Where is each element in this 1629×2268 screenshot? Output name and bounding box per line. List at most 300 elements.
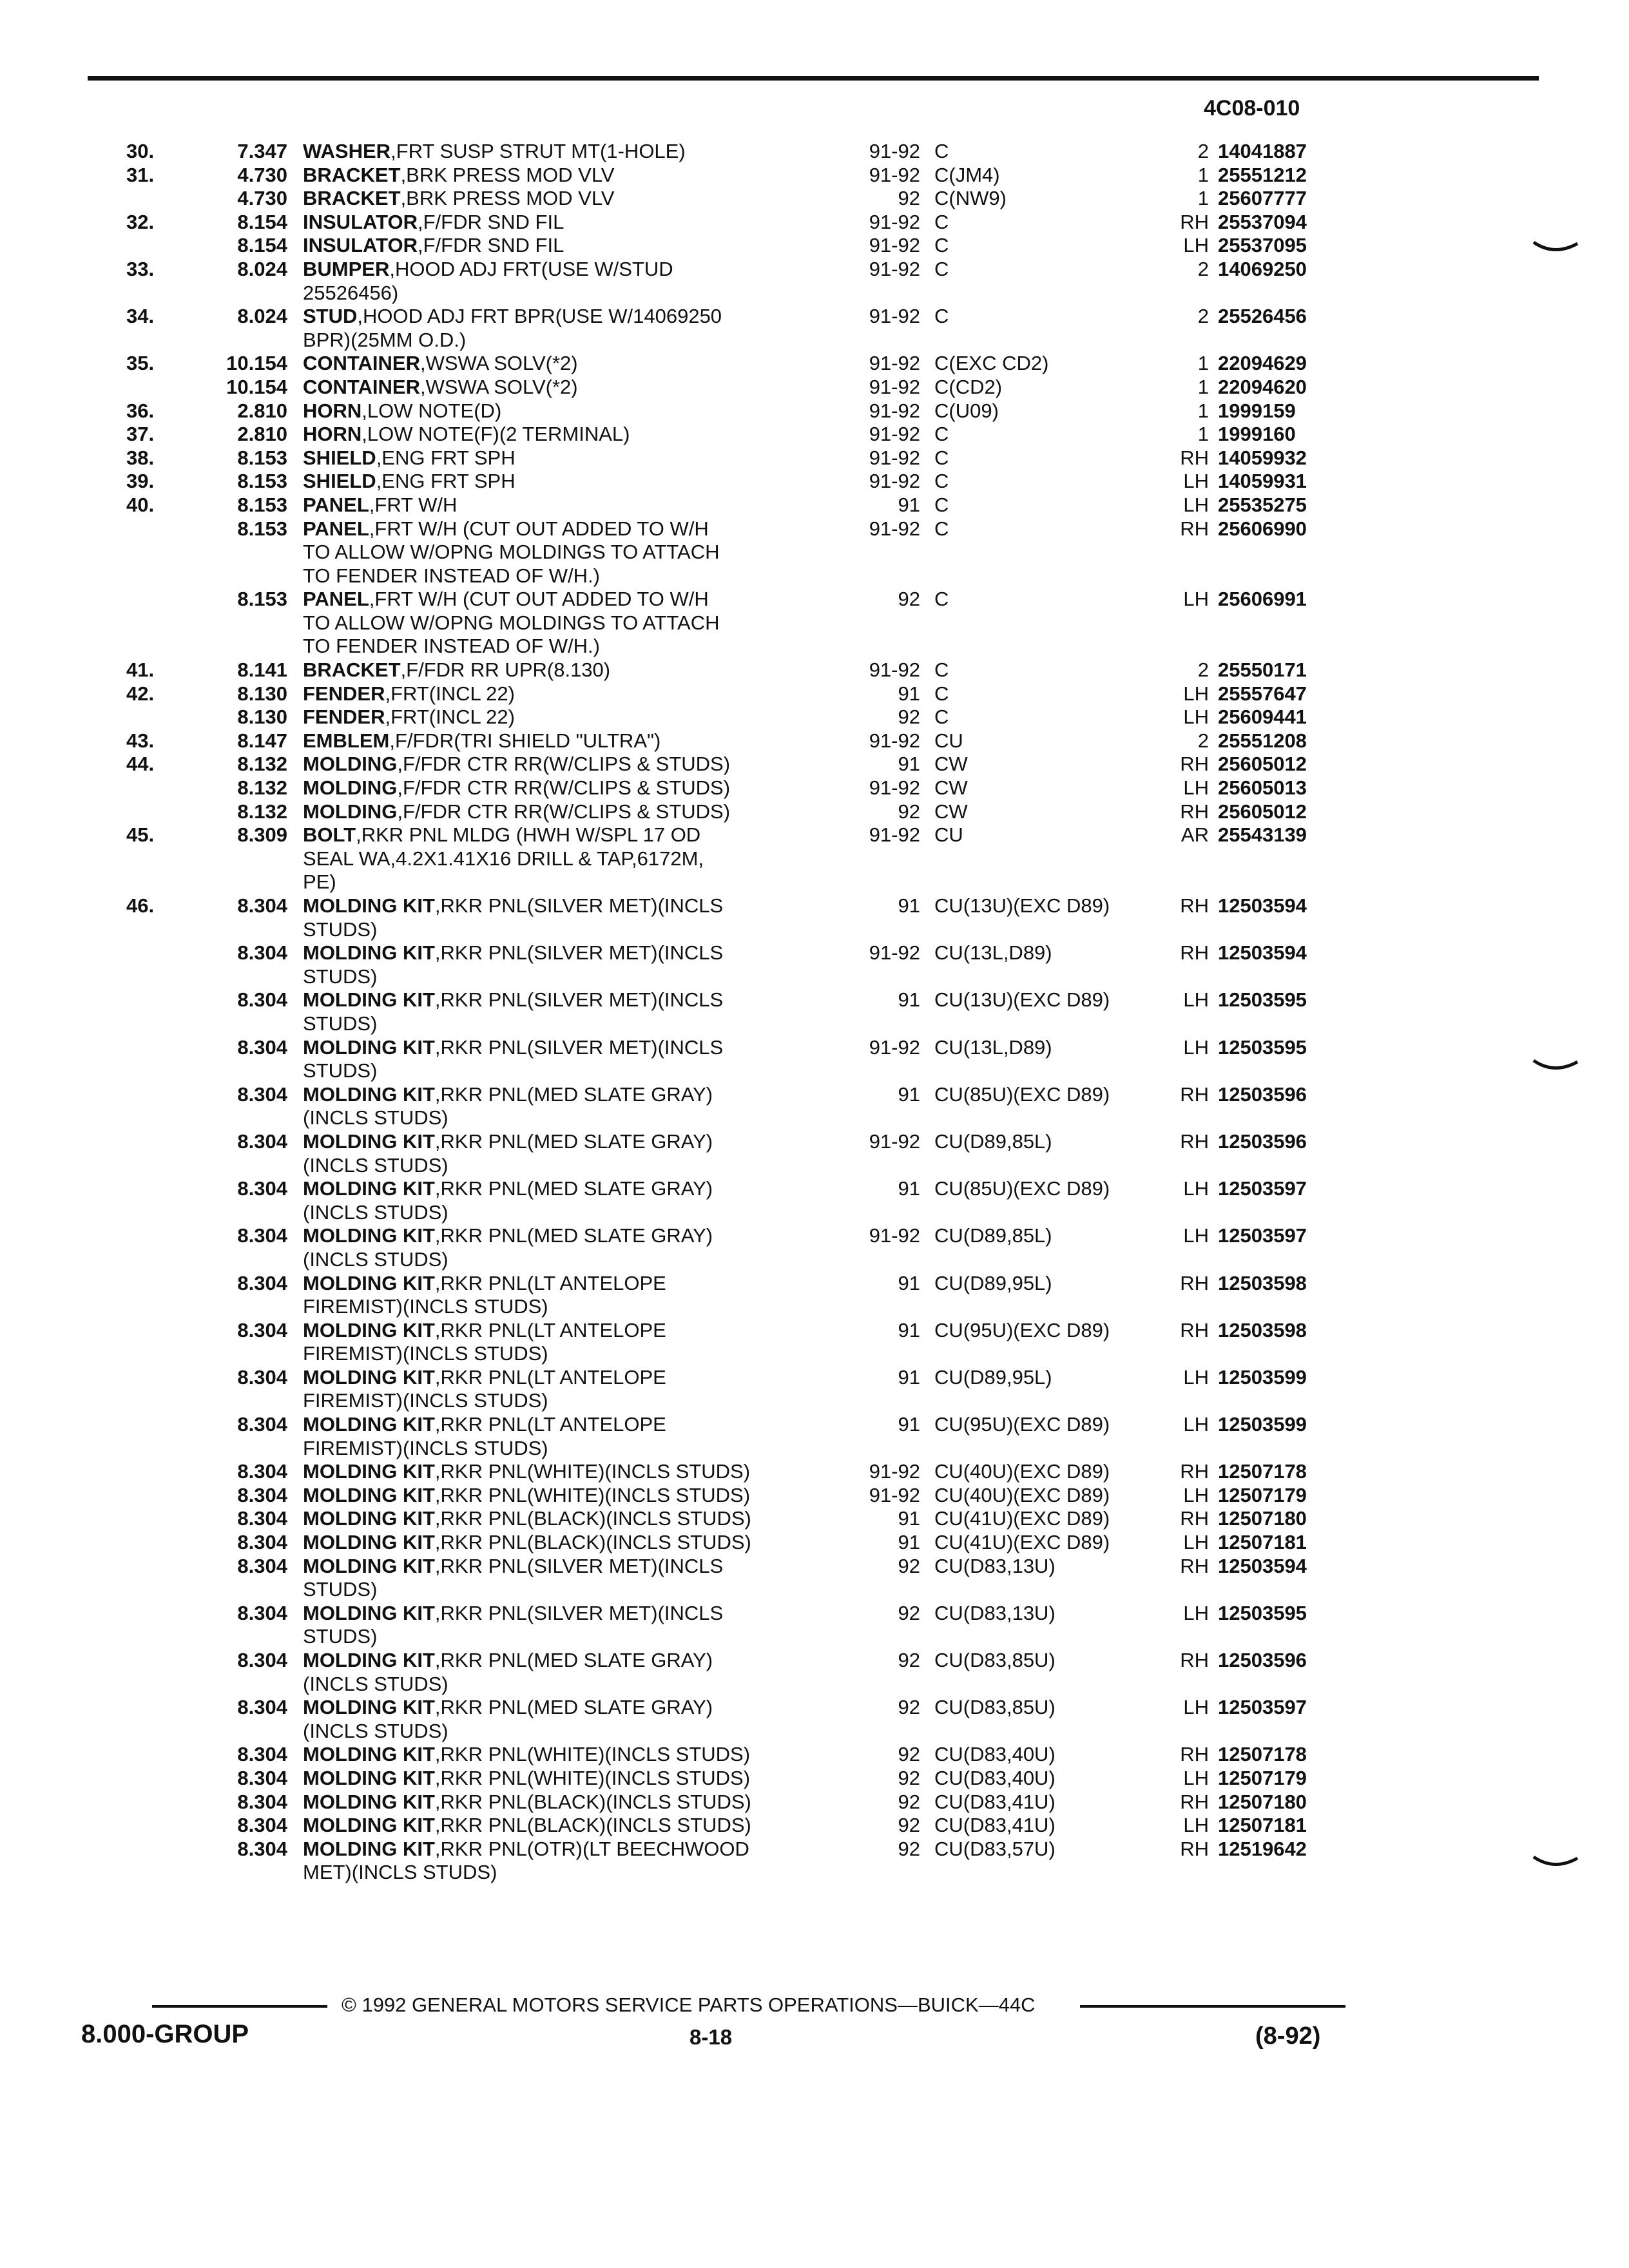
part-number: 25557647: [1218, 682, 1307, 705]
part-description: [303, 399, 844, 423]
item-number: 40.: [126, 493, 155, 516]
part-number: 12519642: [1218, 1837, 1307, 1860]
quantity: LH: [1183, 1413, 1209, 1436]
part-description: [303, 1437, 844, 1461]
group-number: 8.153: [237, 446, 287, 469]
quantity: RH: [1180, 1554, 1209, 1577]
group-number: 8.304: [237, 1790, 287, 1813]
part-detail: ,RKR PNL(MED SLATE GRAY): [434, 1224, 713, 1247]
model-year: 92: [898, 588, 920, 611]
model-year: 91-92: [869, 1224, 920, 1247]
part-description: [303, 753, 844, 776]
page-number: 8-18: [689, 2025, 733, 2049]
part-number: 25526456: [1218, 305, 1307, 328]
part-detail: ,FRT(INCL 22): [385, 682, 515, 705]
usage-code: CU(41U)(EXC D89): [934, 1507, 1110, 1530]
table-row: [0, 1012, 1629, 1036]
catalog-page-code: 4C08-010: [1204, 96, 1300, 120]
part-description: [303, 541, 844, 564]
quantity: RH: [1180, 1082, 1209, 1106]
table-row: [0, 894, 1629, 918]
quantity: RH: [1180, 1790, 1209, 1813]
table-row: [0, 965, 1629, 989]
quantity: LH: [1183, 1601, 1209, 1624]
part-detail: ,WSWA SOLV(*2): [419, 375, 578, 398]
model-year: 91-92: [869, 1035, 920, 1059]
group-number: 8.304: [237, 1483, 287, 1506]
usage-code: C(EXC CD2): [934, 352, 1049, 375]
part-description: [303, 1578, 844, 1602]
quantity: RH: [1180, 1649, 1209, 1671]
part-description: [303, 776, 844, 800]
usage-code: CU(D83,41U): [934, 1814, 1055, 1837]
part-detail: ,WSWA SOLV(*2): [419, 352, 578, 375]
group-number: 8.304: [237, 1649, 287, 1671]
table-row: [0, 1413, 1629, 1437]
group-number: 8.304: [237, 1837, 287, 1860]
quantity: 2: [1197, 658, 1209, 682]
part-description: [303, 1767, 844, 1791]
model-year: 91-92: [869, 352, 920, 375]
part-number: 12507178: [1218, 1743, 1307, 1766]
table-row: [0, 517, 1629, 541]
usage-code: CU(D83,13U): [934, 1601, 1055, 1624]
model-year: 91-92: [869, 470, 920, 493]
part-number: 25609441: [1218, 706, 1307, 729]
group-number: 8.304: [237, 894, 287, 917]
part-number: 25551212: [1218, 163, 1307, 186]
quantity: LH: [1183, 1531, 1209, 1554]
table-row: [0, 140, 1629, 164]
part-description: [303, 1366, 844, 1390]
usage-code: CU(85U)(EXC D89): [934, 1177, 1110, 1200]
table-row: [0, 494, 1629, 517]
part-detail: ,F/FDR RR UPR(8.130): [400, 658, 611, 682]
table-row: [0, 1743, 1629, 1767]
table-row: [0, 1177, 1629, 1201]
table-row: [0, 376, 1629, 399]
quantity: LH: [1183, 1177, 1209, 1200]
quantity: 1: [1197, 399, 1209, 422]
quantity: RH: [1180, 446, 1209, 469]
quantity: LH: [1183, 1365, 1209, 1389]
part-detail: ,FRT SUSP STRUT MT(1-HOLE): [390, 140, 686, 162]
part-detail: PE): [303, 870, 336, 894]
table-row: [0, 541, 1629, 564]
part-description: [303, 1083, 844, 1107]
edition-date: (8-92): [1255, 2023, 1321, 2050]
quantity: 1: [1197, 163, 1209, 186]
part-description: [303, 1791, 844, 1814]
part-number: 25551208: [1218, 729, 1307, 752]
model-year: 91: [898, 1082, 920, 1106]
table-row: [0, 1484, 1629, 1508]
item-number: 37.: [126, 423, 155, 446]
part-detail: ,HOOD ADJ FRT(USE W/STUD: [389, 257, 673, 280]
part-description: [303, 517, 844, 541]
usage-code: C: [934, 517, 949, 540]
table-row: [0, 423, 1629, 447]
part-detail: ,RKR PNL(BLACK)(INCLS STUDS): [434, 1507, 751, 1530]
usage-code: CU(D89,85L): [934, 1129, 1052, 1153]
part-name: MOLDING KIT: [303, 1129, 435, 1153]
usage-code: CU(D83,13U): [934, 1554, 1055, 1577]
part-name: MOLDING KIT: [303, 1177, 435, 1200]
quantity: 2: [1197, 305, 1209, 328]
table-row: [0, 1224, 1629, 1248]
part-description: [303, 894, 844, 918]
table-row: [0, 1389, 1629, 1413]
part-description: [303, 1743, 844, 1767]
part-description: [303, 870, 844, 894]
table-row: [0, 1366, 1629, 1390]
part-name: BRACKET: [303, 163, 401, 186]
part-detail: ,BRK PRESS MOD VLV: [400, 163, 615, 186]
model-year: 91-92: [869, 941, 920, 965]
part-detail: ,RKR PNL(SILVER MET)(INCLS: [434, 1601, 724, 1624]
part-name: MOLDING KIT: [303, 1649, 435, 1671]
table-row: [0, 1602, 1629, 1626]
part-detail: ,ENG FRT SPH: [376, 470, 516, 493]
part-name: HORN: [303, 399, 362, 422]
usage-code: CW: [934, 776, 968, 800]
table-row: [0, 1767, 1629, 1791]
part-detail: ,FRT(INCL 22): [385, 706, 515, 729]
model-year: 91: [898, 1413, 920, 1436]
part-number: 1999160: [1218, 423, 1296, 446]
group-number: 8.304: [237, 1554, 287, 1577]
part-name: MOLDING KIT: [303, 1460, 435, 1483]
group-number: 8.304: [237, 1035, 287, 1059]
usage-code: CU(40U)(EXC D89): [934, 1460, 1110, 1483]
part-number: 12503596: [1218, 1129, 1307, 1153]
part-name: FENDER: [303, 706, 385, 729]
part-name: EMBLEM: [303, 729, 390, 752]
group-number: 8.154: [237, 234, 287, 257]
usage-code: CU(D89,95L): [934, 1271, 1052, 1294]
part-description: [303, 847, 844, 871]
group-number: 8.304: [237, 1413, 287, 1436]
quantity: RH: [1180, 800, 1209, 823]
group-number: 8.024: [237, 257, 287, 280]
group-number: 2.810: [237, 399, 287, 422]
model-year: 91: [898, 1365, 920, 1389]
part-detail: ,RKR PNL(WHITE)(INCLS STUDS): [434, 1460, 751, 1483]
group-number: 8.304: [237, 1696, 287, 1719]
part-description: [303, 635, 844, 658]
model-year: 91-92: [869, 776, 920, 800]
part-number: 22094620: [1218, 375, 1307, 398]
part-detail: (INCLS STUDS): [303, 1106, 448, 1129]
part-detail: (INCLS STUDS): [303, 1200, 448, 1224]
part-detail: STUDS): [303, 965, 378, 988]
part-description: [303, 1531, 844, 1555]
model-year: 91-92: [869, 1460, 920, 1483]
part-detail: TO FENDER INSTEAD OF W/H.): [303, 564, 600, 587]
part-description: [303, 352, 844, 376]
usage-code: C: [934, 234, 949, 257]
part-number: 25550171: [1218, 658, 1307, 682]
part-description: [303, 211, 844, 235]
part-detail: ,RKR PNL(SILVER MET)(INCLS: [434, 1035, 724, 1059]
model-year: 92: [898, 187, 920, 210]
part-name: INSULATOR: [303, 210, 418, 233]
part-description: [303, 494, 844, 517]
group-number: 8.304: [237, 1129, 287, 1153]
part-description: [303, 1012, 844, 1036]
part-number: 25607777: [1218, 187, 1307, 210]
item-number: 41.: [126, 658, 155, 682]
part-description: [303, 376, 844, 399]
model-year: 91-92: [869, 234, 920, 257]
part-name: HORN: [303, 423, 362, 446]
part-description: [303, 1673, 844, 1696]
part-number: 12503594: [1218, 941, 1307, 965]
table-row: [0, 1272, 1629, 1296]
group-number: 8.130: [237, 682, 287, 705]
part-detail: ,RKR PNL(LT ANTELOPE: [434, 1413, 666, 1436]
usage-code: CU(D89,85L): [934, 1224, 1052, 1247]
quantity: LH: [1183, 1814, 1209, 1837]
usage-code: C: [934, 423, 949, 446]
usage-code: CU(D83,85U): [934, 1696, 1055, 1719]
group-number: 8.132: [237, 753, 287, 776]
table-row: [0, 305, 1629, 329]
part-name: WASHER: [303, 140, 391, 162]
part-detail: MET)(INCLS STUDS): [303, 1861, 497, 1884]
part-description: [303, 658, 844, 682]
table-row: [0, 329, 1629, 352]
part-description: [303, 1555, 844, 1579]
part-description: [303, 1389, 844, 1413]
part-name: MOLDING KIT: [303, 1531, 435, 1554]
scan-margin-mark: [1532, 240, 1579, 258]
quantity: LH: [1183, 1696, 1209, 1719]
part-name: FENDER: [303, 682, 385, 705]
part-detail: FIREMIST)(INCLS STUDS): [303, 1389, 548, 1412]
quantity: LH: [1183, 776, 1209, 800]
group-number: 8.304: [237, 1507, 287, 1530]
group-number: 10.154: [226, 375, 287, 398]
group-number: 8.304: [237, 1177, 287, 1200]
item-number: 30.: [126, 140, 155, 162]
table-row: [0, 1106, 1629, 1130]
parts-list: [0, 140, 1629, 1885]
model-year: 92: [898, 1554, 920, 1577]
group-number: 8.304: [237, 1531, 287, 1554]
part-number: 14059932: [1218, 446, 1307, 469]
item-number: 32.: [126, 210, 155, 233]
group-number: 8.153: [237, 470, 287, 493]
part-name: MOLDING KIT: [303, 1601, 435, 1624]
top-rule: [88, 76, 1539, 81]
part-description: [303, 1507, 844, 1531]
table-row: [0, 1059, 1629, 1083]
part-detail: BPR)(25MM O.D.): [303, 328, 467, 351]
item-number: 39.: [126, 470, 155, 493]
part-detail: (INCLS STUDS): [303, 1247, 448, 1271]
group-number: 8.304: [237, 1601, 287, 1624]
part-name: BUMPER: [303, 257, 390, 280]
part-number: 25605012: [1218, 800, 1307, 823]
table-row: [0, 1130, 1629, 1154]
table-row: [0, 399, 1629, 423]
part-number: 14059931: [1218, 470, 1307, 493]
model-year: 91-92: [869, 163, 920, 186]
item-number: 44.: [126, 753, 155, 776]
part-number: 12503596: [1218, 1082, 1307, 1106]
group-number: 8.304: [237, 1082, 287, 1106]
table-row: [0, 234, 1629, 258]
part-number: 12503596: [1218, 1649, 1307, 1671]
table-row: [0, 1248, 1629, 1272]
part-description: [303, 423, 844, 447]
usage-code: C: [934, 706, 949, 729]
part-name: MOLDING KIT: [303, 1507, 435, 1530]
quantity: LH: [1183, 1766, 1209, 1789]
part-detail: ,F/FDR CTR RR(W/CLIPS & STUDS): [397, 776, 731, 800]
table-row: [0, 1083, 1629, 1107]
table-row: [0, 823, 1629, 847]
table-row: [0, 1625, 1629, 1649]
part-detail: ,RKR PNL(BLACK)(INCLS STUDS): [434, 1790, 751, 1813]
quantity: RH: [1180, 894, 1209, 917]
part-name: MOLDING: [303, 753, 398, 776]
table-row: [0, 1578, 1629, 1602]
part-description: [303, 706, 844, 729]
part-detail: FIREMIST)(INCLS STUDS): [303, 1342, 548, 1365]
table-row: [0, 988, 1629, 1012]
part-description: [303, 1272, 844, 1296]
part-description: [303, 729, 844, 753]
model-year: 91-92: [869, 140, 920, 162]
model-year: 92: [898, 1790, 920, 1813]
part-description: [303, 1625, 844, 1649]
quantity: RH: [1180, 210, 1209, 233]
part-number: 12503595: [1218, 1035, 1307, 1059]
group-number: 8.141: [237, 658, 287, 682]
part-number: 25535275: [1218, 493, 1307, 516]
part-description: [303, 1649, 844, 1673]
group-number: 8.304: [237, 941, 287, 965]
part-detail: FIREMIST)(INCLS STUDS): [303, 1436, 548, 1459]
table-row: [0, 1696, 1629, 1720]
part-number: 25537095: [1218, 234, 1307, 257]
part-detail: ,LOW NOTE(D): [361, 399, 502, 422]
table-row: [0, 1531, 1629, 1555]
part-number: 12503599: [1218, 1365, 1307, 1389]
part-description: [303, 965, 844, 989]
group-number: 8.304: [237, 1814, 287, 1837]
part-name: PANEL: [303, 493, 369, 516]
usage-code: C: [934, 493, 949, 516]
usage-code: CU(D83,40U): [934, 1743, 1055, 1766]
table-row: [0, 1437, 1629, 1461]
part-number: 22094629: [1218, 352, 1307, 375]
part-description: [303, 1484, 844, 1508]
quantity: RH: [1180, 1129, 1209, 1153]
part-description: [303, 1319, 844, 1343]
part-number: 25605012: [1218, 753, 1307, 776]
quantity: LH: [1183, 1483, 1209, 1506]
usage-code: CU(D89,95L): [934, 1365, 1052, 1389]
group-number: 8.304: [237, 1460, 287, 1483]
group-number: 8.130: [237, 706, 287, 729]
part-detail: ,RKR PNL(SILVER MET)(INCLS: [434, 988, 724, 1012]
table-row: [0, 588, 1629, 611]
model-year: 92: [898, 1601, 920, 1624]
model-year: 91: [898, 753, 920, 776]
part-detail: ,RKR PNL(SILVER MET)(INCLS: [434, 941, 724, 965]
part-detail: ,FRT W/H (CUT OUT ADDED TO W/H: [369, 517, 709, 540]
quantity: LH: [1183, 1035, 1209, 1059]
part-name: BOLT: [303, 823, 356, 847]
part-number: 12507181: [1218, 1814, 1307, 1837]
item-number: 36.: [126, 399, 155, 422]
part-detail: ,RKR PNL(WHITE)(INCLS STUDS): [434, 1766, 751, 1789]
quantity: 1: [1197, 423, 1209, 446]
table-row: [0, 1342, 1629, 1366]
part-detail: (INCLS STUDS): [303, 1719, 448, 1742]
part-description: [303, 611, 844, 635]
part-detail: FIREMIST)(INCLS STUDS): [303, 1295, 548, 1318]
part-description: [303, 941, 844, 965]
usage-code: CU(13L,D89): [934, 1035, 1052, 1059]
part-number: 25543139: [1218, 823, 1307, 847]
quantity: LH: [1183, 493, 1209, 516]
part-name: BRACKET: [303, 658, 401, 682]
model-year: 91-92: [869, 375, 920, 398]
part-detail: (INCLS STUDS): [303, 1672, 448, 1695]
part-description: [303, 988, 844, 1012]
part-name: PANEL: [303, 517, 369, 540]
group-number: 8.147: [237, 729, 287, 752]
part-name: MOLDING KIT: [303, 1082, 435, 1106]
group-number: 8.024: [237, 305, 287, 328]
table-row: [0, 164, 1629, 187]
part-name: MOLDING: [303, 776, 398, 800]
table-row: [0, 1673, 1629, 1696]
part-detail: SEAL WA,4.2X1.41X16 DRILL & TAP,6172M,: [303, 847, 704, 870]
part-description: [303, 588, 844, 611]
part-description: [303, 187, 844, 211]
model-year: 91-92: [869, 210, 920, 233]
table-row: [0, 1507, 1629, 1531]
part-detail: ,F/FDR SND FIL: [417, 234, 564, 257]
quantity: 2: [1197, 257, 1209, 280]
part-detail: ,RKR PNL(MED SLATE GRAY): [434, 1082, 713, 1106]
group-number: 8.153: [237, 588, 287, 611]
table-row: [0, 258, 1629, 282]
group-number: 8.153: [237, 517, 287, 540]
item-number: 34.: [126, 305, 155, 328]
table-row: [0, 282, 1629, 305]
part-detail: ,RKR PNL(LT ANTELOPE: [434, 1318, 666, 1341]
part-description: [303, 1130, 844, 1154]
part-description: [303, 1602, 844, 1626]
model-year: 92: [898, 1837, 920, 1860]
model-year: 91: [898, 493, 920, 516]
part-number: 12503594: [1218, 894, 1307, 917]
part-number: 12503598: [1218, 1318, 1307, 1341]
group-number: 8.153: [237, 493, 287, 516]
part-detail: ,F/FDR(TRI SHIELD "ULTRA"): [389, 729, 661, 752]
model-year: 91: [898, 1507, 920, 1530]
usage-code: CU(95U)(EXC D89): [934, 1318, 1110, 1341]
table-row: [0, 918, 1629, 942]
part-name: MOLDING KIT: [303, 1814, 435, 1837]
quantity: RH: [1180, 1460, 1209, 1483]
